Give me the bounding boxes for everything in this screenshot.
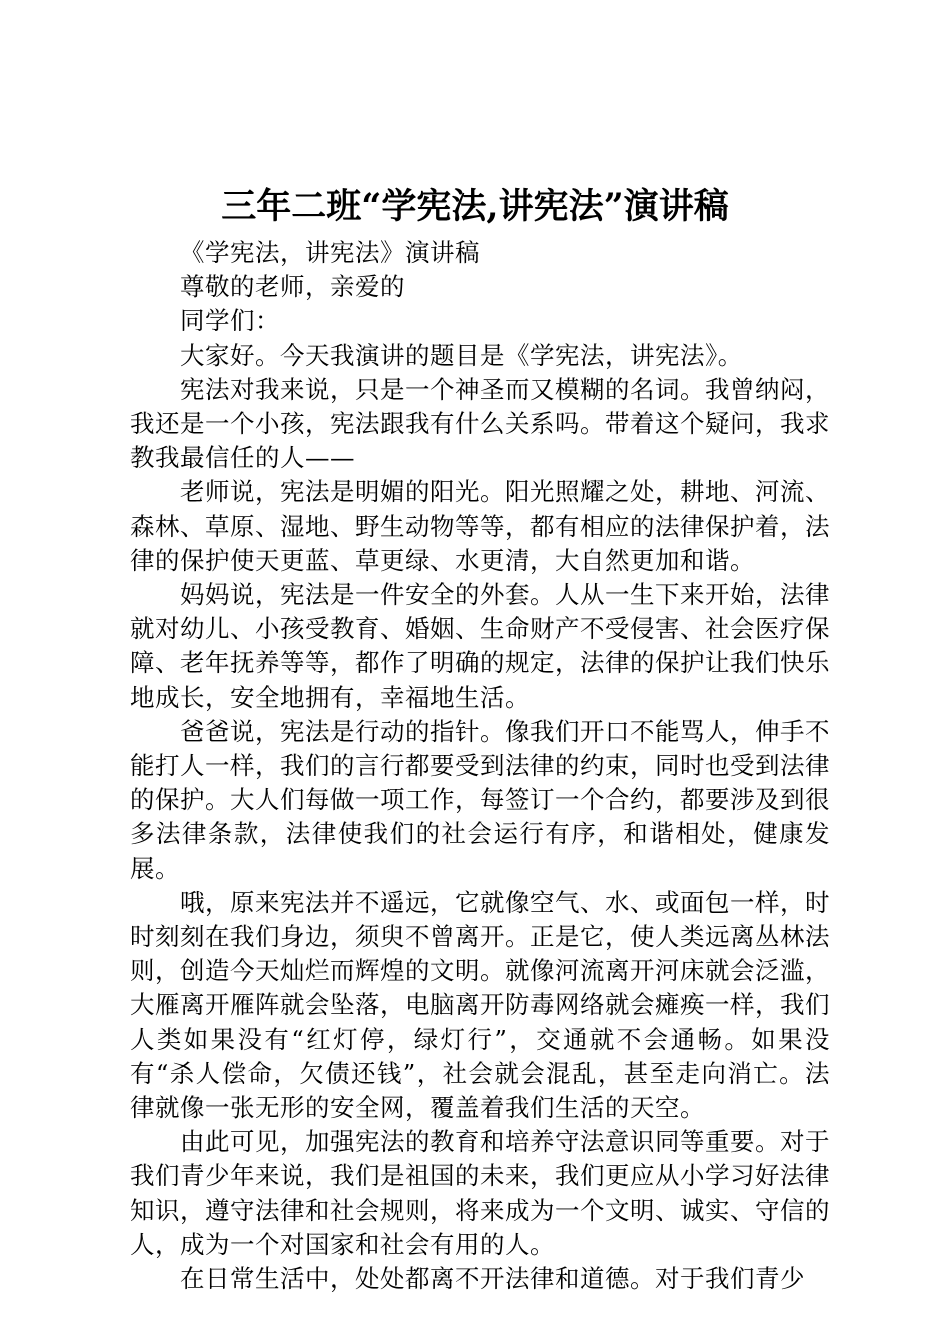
- paragraph: 在日常生活中，处处都离不开法律和道德。对于我们青少: [180, 1264, 805, 1294]
- paragraph: 妈妈说，宪法是一件安全的外套。人从一生下来开始，法律就对幼儿、小孩受教育、婚姻、生命财产不受侵害、社会医疗保障、老年抚养等等，都作了明确的规定，法律的保护让我们快乐地成长，安全地拥有，幸福地生活。: [130, 580, 830, 712]
- paragraph-salutation: 尊敬的老师，亲爱的: [180, 272, 405, 302]
- paragraph-salutation-cont: 同学们：: [180, 306, 280, 336]
- document-title: 三年二班“学宪法,讲宪法”演讲稿: [221, 186, 729, 227]
- paragraph: 爸爸说，宪法是行动的指针。像我们开口不能骂人，伸手不能打人一样，我们的言行都要受到法律的约束，同时也受到法律的保护。大人们每做一项工作，每签订一个合约，都要涉及到很多法律条款，法律使我们的社会运行有序，和谐相处，健康发展。: [130, 716, 830, 883]
- document-body: [130, 236, 830, 1296]
- paragraph: 老师说，宪法是明媚的阳光。阳光照耀之处，耕地、河流、森林、草原、湿地、野生动物等等，都有相应的法律保护着，法律的保护使天更蓝、草更绿、水更清，大自然更加和谐。: [130, 477, 830, 575]
- paragraph-greeting: 大家好。今天我演讲的题目是《学宪法，讲宪法》。: [180, 340, 743, 370]
- paragraph: 宪法对我来说，只是一个神圣而又模糊的名词。我曾纳闷，我还是一个小孩，宪法跟我有什么关系吗。带着这个疑问，我求教我最信任的人——: [130, 374, 830, 473]
- paragraph-heading: 《学宪法，讲宪法》演讲稿: [180, 238, 480, 267]
- paragraph: 哦，原来宪法并不遥远，它就像空气、水、或面包一样，时时刻刻在我们身边，须臾不曾离开。正是它，使人类远离丛林法则，创造今天灿烂而辉煌的文明。就像河流离开河床就会泛滥，大雁离开雁阵就会坠落，电脑离开防毒网络就会瘫痪一样，我们人类如果没有“红灯停，绿灯行”，交通就不会通畅。如果没有“杀人偿命，欠债还钱”，社会就会混乱，甚至走向消亡。法律就像一张无形的安全网，覆盖着我们生活的天空。: [130, 887, 830, 1123]
- paragraph: 由此可见，加强宪法的教育和培养守法意识同等重要。对于我们青少年来说，我们是祖国的未来，我们更应从小学习好法律知识，遵守法律和社会规则，将来成为一个文明、诚实、守信的人，成为一个对国家和社会有用的人。: [130, 1127, 830, 1259]
